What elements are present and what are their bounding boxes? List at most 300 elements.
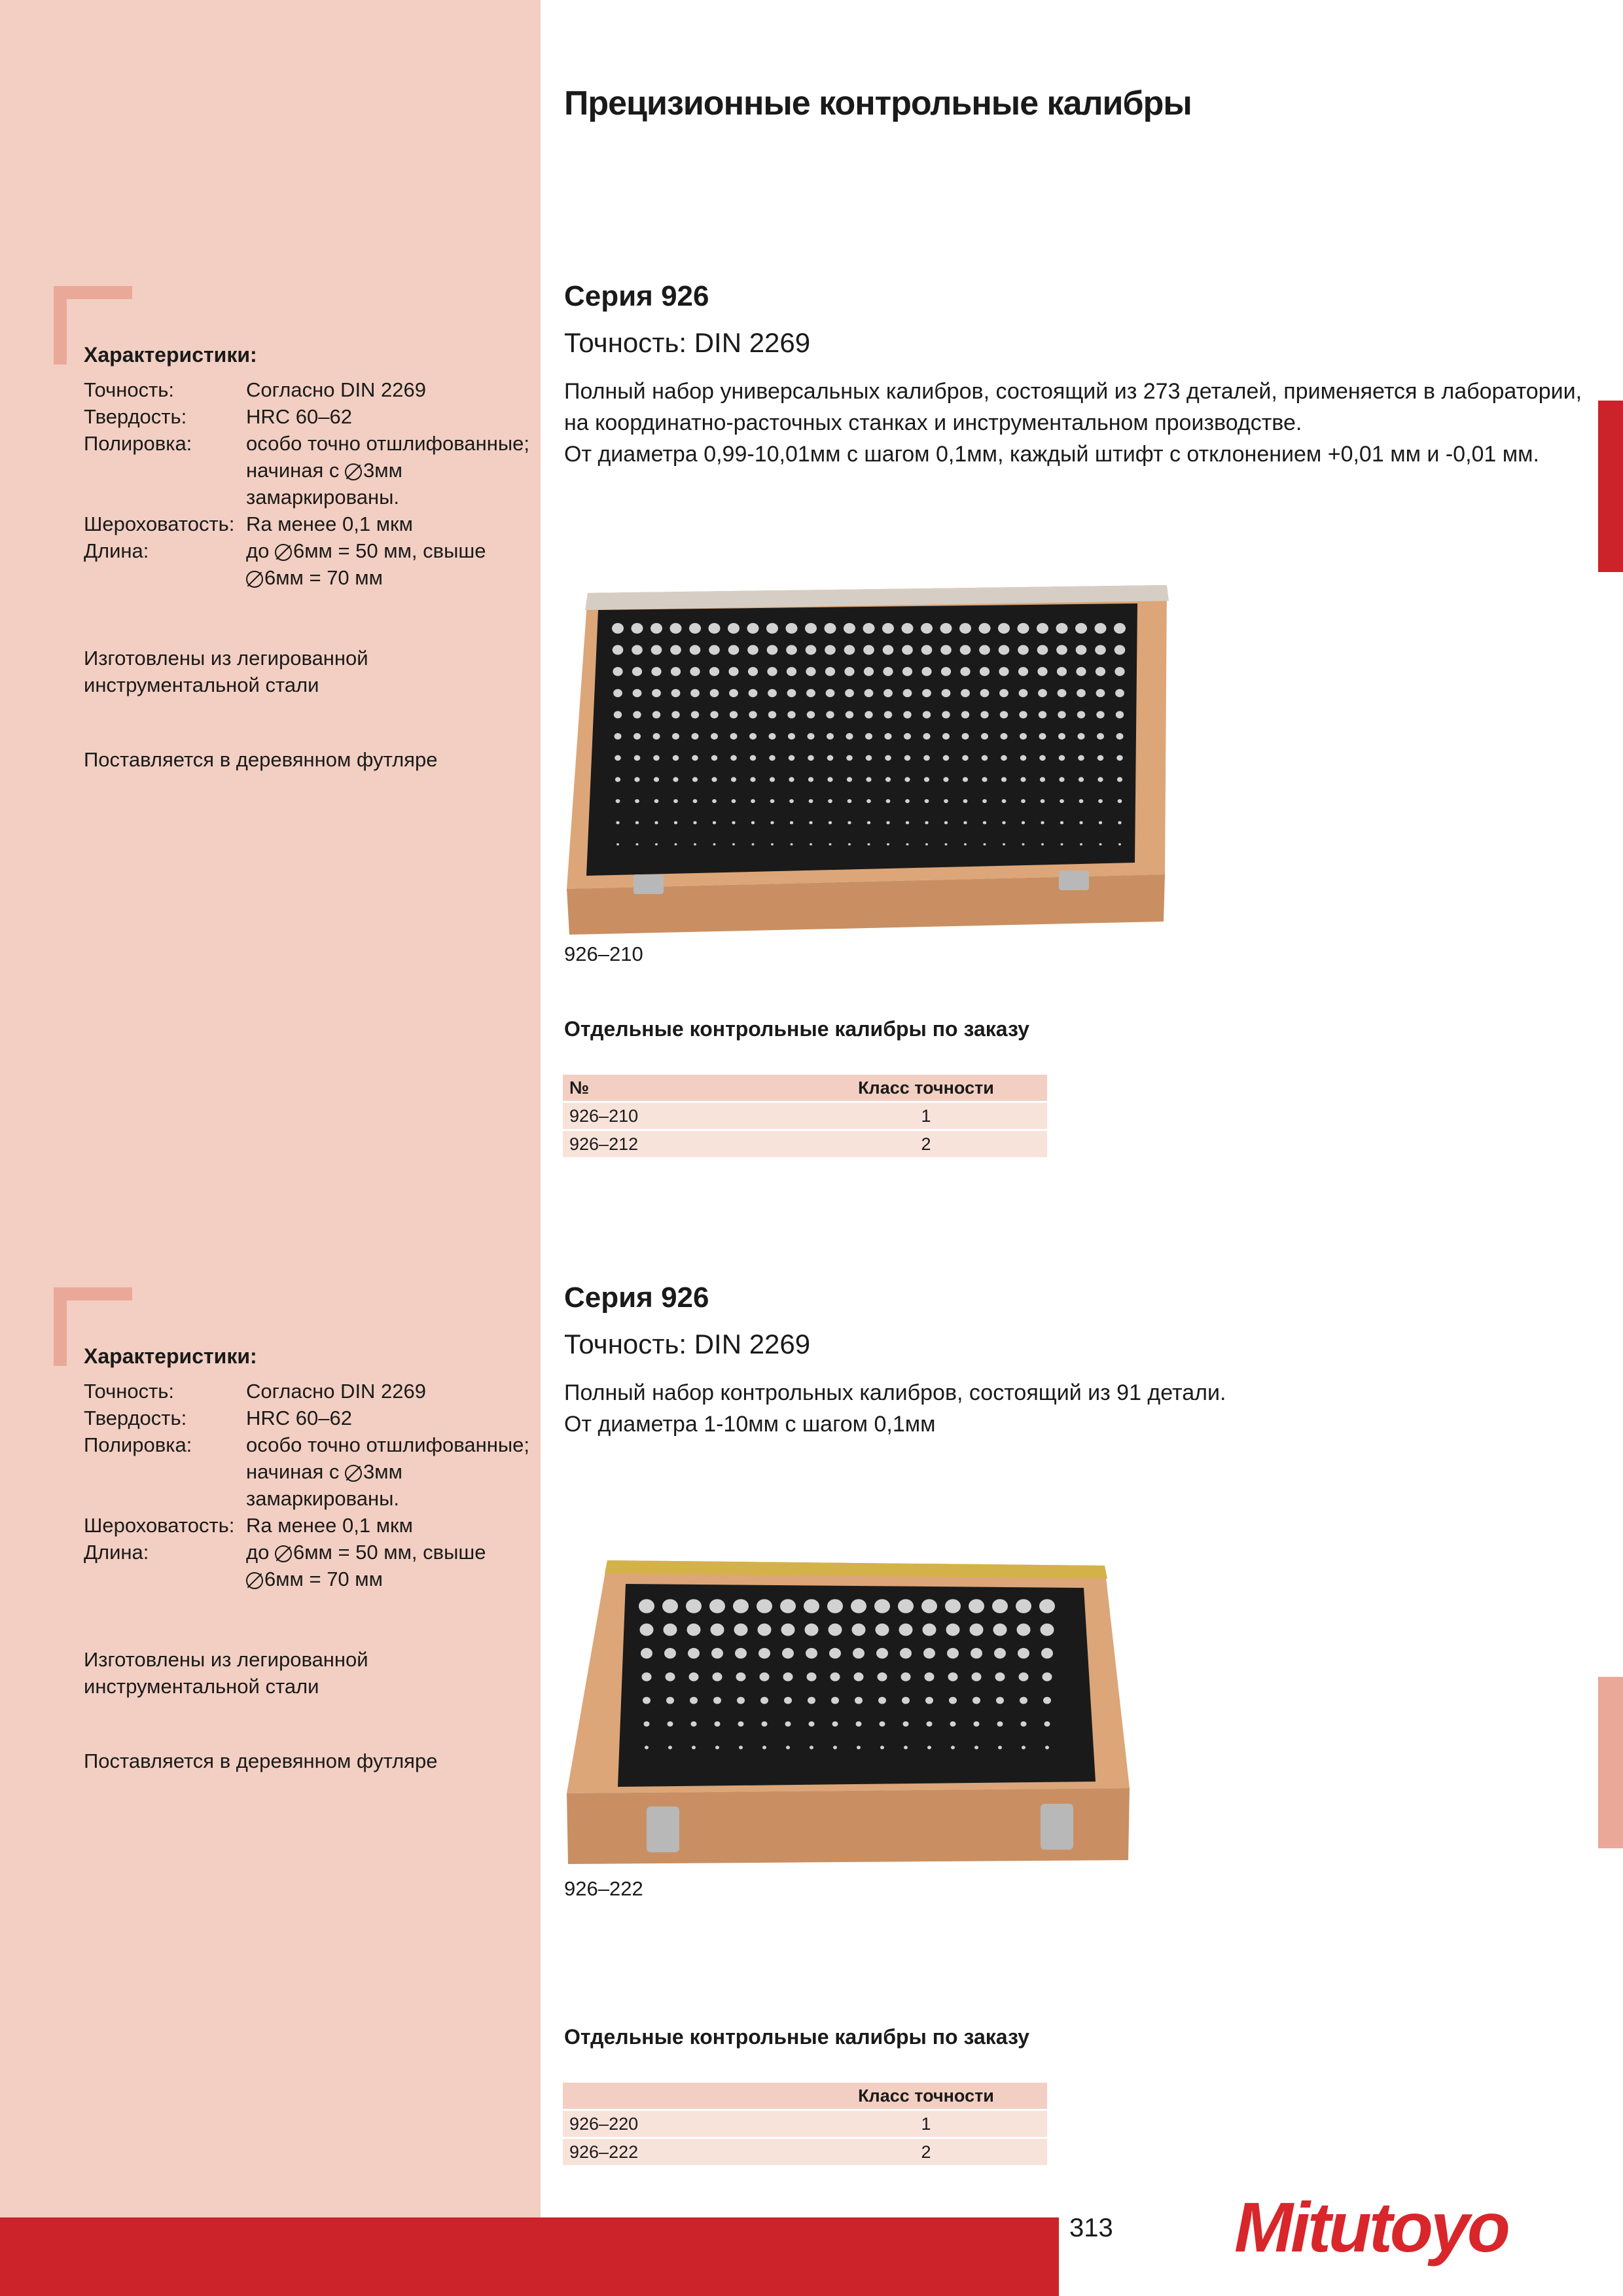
gauge-pin bbox=[1098, 799, 1103, 803]
gauge-pin bbox=[666, 1697, 674, 1704]
gauge-pin bbox=[844, 623, 855, 634]
photo-caption: 926–222 bbox=[564, 1877, 643, 1900]
gauge-pin bbox=[925, 1697, 933, 1704]
gauge-pin bbox=[880, 1721, 885, 1727]
gauge-pin bbox=[1041, 799, 1045, 803]
case-note: Поставляется в деревянном футляре bbox=[84, 1749, 438, 1772]
material-note bbox=[84, 645, 509, 698]
gauge-pin bbox=[809, 1721, 815, 1727]
gauge-pin bbox=[1037, 623, 1048, 634]
gauge-pin bbox=[902, 667, 912, 676]
diameter-icon bbox=[246, 571, 263, 588]
gauge-pin bbox=[948, 1672, 958, 1681]
gauge-pin bbox=[961, 689, 970, 697]
gauge-pin bbox=[866, 799, 871, 803]
gauge-pin bbox=[715, 1746, 719, 1749]
gauge-pin bbox=[906, 843, 909, 846]
gauge-pin bbox=[1060, 821, 1063, 825]
gauge-pin bbox=[1078, 733, 1085, 740]
note-line: инструментальной стали bbox=[84, 673, 319, 696]
gauge-pin bbox=[1058, 711, 1065, 718]
gauge-pin bbox=[1079, 799, 1084, 803]
gauge-pin bbox=[1079, 777, 1084, 781]
cell-no: 926–210 bbox=[563, 1102, 805, 1130]
col-header-class: Класс точности bbox=[805, 2083, 1047, 2110]
spec-value-line: 3мм bbox=[363, 459, 402, 482]
gauge-pin bbox=[614, 711, 622, 718]
gauge-pin bbox=[1058, 733, 1065, 740]
gauge-pin bbox=[643, 1697, 651, 1704]
gauge-pin bbox=[949, 1697, 957, 1704]
gauge-pin bbox=[639, 1599, 654, 1613]
gauge-pin bbox=[767, 667, 777, 676]
spec-value-line: 3мм bbox=[363, 1460, 402, 1483]
gauge-pin bbox=[992, 1599, 1008, 1613]
gauge-pin bbox=[713, 1672, 722, 1681]
gauge-pin bbox=[874, 1599, 890, 1613]
gauge-pin bbox=[709, 667, 719, 676]
gauge-pin bbox=[1021, 1721, 1027, 1727]
gauge-pin bbox=[613, 645, 624, 655]
description-line: От диаметра 1-10мм с шагом 0,1мм bbox=[564, 1412, 936, 1437]
note-line: инструментальной стали bbox=[84, 1675, 319, 1698]
gauge-pin bbox=[946, 1624, 960, 1636]
gauge-pin bbox=[781, 1624, 795, 1636]
gauge-pin bbox=[784, 1697, 792, 1704]
gauge-pin bbox=[709, 623, 721, 634]
gauge-pin bbox=[1039, 755, 1046, 761]
gauge-pin bbox=[997, 1721, 1003, 1727]
gauge-pin bbox=[1061, 843, 1063, 846]
gauge-pin bbox=[825, 645, 836, 655]
gauge-pin bbox=[762, 1721, 768, 1727]
gauge-pin bbox=[998, 623, 1010, 634]
gauge-pin bbox=[737, 1697, 745, 1704]
gauge-pin bbox=[690, 1697, 698, 1704]
gauge-pin bbox=[923, 1624, 936, 1636]
gauge-pin bbox=[783, 1672, 793, 1681]
gauge-pin bbox=[833, 1746, 837, 1749]
gauge-pin bbox=[1097, 733, 1104, 740]
gauge-pin bbox=[963, 777, 968, 781]
gauge-pin bbox=[806, 667, 815, 676]
order-heading: Отдельные контрольные калибры по заказу bbox=[564, 1017, 1029, 1041]
gauge-pin bbox=[671, 667, 681, 676]
gauge-pin bbox=[847, 799, 852, 803]
gauge-pin bbox=[664, 1648, 676, 1659]
gauge-pin bbox=[1096, 689, 1105, 697]
gauge-pin bbox=[951, 1746, 955, 1749]
gauge-pin bbox=[846, 755, 853, 761]
gauge-pin bbox=[786, 1746, 790, 1749]
gauge-pin bbox=[1043, 1697, 1051, 1704]
gauge-pin bbox=[758, 1624, 772, 1636]
gauge-pin bbox=[689, 1672, 699, 1681]
gauge-pin bbox=[790, 821, 793, 825]
gauge-pin bbox=[925, 1672, 935, 1681]
gauge-pin bbox=[829, 1648, 841, 1659]
gauge-pin bbox=[1020, 777, 1026, 781]
gauge-pin bbox=[906, 821, 909, 825]
diameter-icon bbox=[345, 1465, 362, 1482]
gauge-pin bbox=[827, 755, 834, 761]
gauge-pin bbox=[1077, 689, 1086, 697]
diameter-icon bbox=[275, 544, 292, 561]
gauge-pin bbox=[787, 711, 795, 718]
gauge-pin bbox=[980, 711, 988, 718]
gauge-pin bbox=[674, 821, 677, 825]
gauge-pin bbox=[645, 1746, 649, 1749]
gauge-pin bbox=[788, 733, 795, 740]
gauge-pin bbox=[750, 755, 757, 761]
gauge-pin bbox=[902, 1697, 910, 1704]
gauge-pin bbox=[672, 733, 679, 740]
gauge-pin bbox=[1099, 821, 1102, 825]
gauge-pin bbox=[671, 689, 681, 697]
gauge-pin bbox=[652, 689, 661, 697]
gauge-pin bbox=[1039, 1599, 1055, 1613]
gauge-pin bbox=[864, 667, 874, 676]
gauge-pin bbox=[925, 799, 929, 803]
gauge-pin bbox=[884, 711, 892, 718]
spec-label: Шероховатость: bbox=[84, 512, 235, 535]
gauge-pin bbox=[1041, 821, 1044, 825]
gauge-pin bbox=[730, 711, 738, 718]
gauge-pin bbox=[692, 733, 699, 740]
gauge-pin bbox=[713, 843, 716, 846]
gauge-pin bbox=[1075, 623, 1087, 634]
gauge-pin bbox=[789, 777, 794, 781]
gauge-pin bbox=[1022, 843, 1025, 846]
spec-label: Полировка: bbox=[84, 1433, 192, 1456]
photo-caption: 926–210 bbox=[564, 942, 643, 965]
gauge-pin bbox=[715, 1721, 721, 1727]
gauge-pin bbox=[865, 689, 874, 697]
gauge-pin bbox=[728, 645, 740, 655]
gauge-pin bbox=[886, 821, 889, 825]
spec-value-line: начиная с bbox=[246, 459, 340, 482]
spec-value-line: замаркированы. bbox=[246, 1487, 399, 1510]
spec-value-line: особо точно отшлифованные; bbox=[246, 432, 529, 455]
gauge-pin bbox=[733, 1599, 749, 1613]
gauge-pin bbox=[1019, 711, 1027, 718]
gauge-pin bbox=[1057, 667, 1067, 676]
gauge-pin bbox=[633, 711, 641, 718]
gauge-pin bbox=[982, 777, 987, 781]
gauge-pin bbox=[805, 1624, 819, 1636]
gauge-pin bbox=[789, 755, 795, 761]
gauge-pin bbox=[808, 733, 815, 740]
gauge-pin bbox=[830, 1672, 840, 1681]
gauge-pin bbox=[747, 623, 759, 634]
gauge-pin bbox=[673, 799, 678, 803]
gauge-pin bbox=[1039, 733, 1046, 740]
gauge-pin bbox=[940, 645, 952, 655]
diameter-icon bbox=[246, 1572, 263, 1589]
gauge-pin bbox=[748, 667, 758, 676]
diameter-icon bbox=[345, 463, 362, 480]
series-accuracy: Точность: DIN 2269 bbox=[564, 327, 811, 358]
gauge-pin bbox=[1059, 777, 1064, 781]
gauge-pin bbox=[613, 667, 622, 676]
latch-icon bbox=[647, 1806, 679, 1852]
gauge-pin bbox=[662, 1599, 678, 1613]
gauge-pin bbox=[807, 711, 815, 718]
gauge-pin bbox=[880, 1746, 884, 1749]
gauge-pin bbox=[769, 733, 776, 740]
gauge-pin bbox=[963, 799, 968, 803]
gauge-pin bbox=[994, 1648, 1006, 1659]
gauge-pin bbox=[807, 1672, 817, 1681]
note-line: Изготовлены из легированной bbox=[84, 647, 368, 670]
gauge-pin bbox=[752, 843, 755, 846]
gauge-pin bbox=[999, 667, 1008, 676]
gauge-pin bbox=[974, 1721, 980, 1727]
gauge-pin bbox=[1076, 667, 1086, 676]
spec-value: Согласно DIN 2269 bbox=[246, 378, 427, 401]
spec-value-line: 6мм = 50 мм, свыше bbox=[293, 1541, 486, 1564]
gauge-pin bbox=[1018, 645, 1029, 655]
gauge-pin bbox=[1056, 623, 1068, 634]
gauge-pin bbox=[1097, 777, 1103, 781]
series-description bbox=[564, 376, 1585, 470]
gauge-pin bbox=[809, 821, 812, 825]
gauge-pin bbox=[848, 843, 851, 846]
gauge-pin bbox=[943, 755, 950, 761]
gauge-pin bbox=[767, 645, 778, 655]
gauge-pin bbox=[847, 777, 852, 781]
series-accuracy: Точность: DIN 2269 bbox=[564, 1329, 811, 1359]
gauge-pin bbox=[762, 1746, 766, 1749]
gauge-pin bbox=[666, 1672, 675, 1681]
gauge-pin bbox=[863, 623, 875, 634]
gauge-pin bbox=[670, 623, 682, 634]
gauge-pin bbox=[750, 777, 755, 781]
gauge-pin bbox=[809, 799, 813, 803]
col-header-no: № bbox=[563, 1075, 805, 1102]
gauge-pin bbox=[1020, 755, 1027, 761]
gauge-pin bbox=[711, 777, 717, 781]
gauge-pin bbox=[996, 1697, 1004, 1704]
gauge-pin bbox=[863, 645, 874, 655]
gauge-pin bbox=[883, 645, 894, 655]
gauge-pin bbox=[791, 843, 793, 846]
gauge-pin bbox=[1096, 711, 1104, 718]
spec-value bbox=[246, 1539, 535, 1592]
gauge-pin bbox=[960, 645, 971, 655]
gauge-pin bbox=[632, 623, 643, 634]
gauge-pin bbox=[904, 1746, 908, 1749]
cell-no: 926–212 bbox=[563, 1130, 805, 1158]
gauge-pin bbox=[692, 1746, 696, 1749]
gauge-pin bbox=[943, 777, 948, 781]
gauge-pin bbox=[711, 755, 718, 761]
gauge-pin bbox=[865, 733, 872, 740]
gauge-pin bbox=[999, 645, 1010, 655]
gauge-pin bbox=[972, 1672, 982, 1681]
brand-logo: Mitutoyo bbox=[1234, 2187, 1508, 2267]
gauge-pin bbox=[832, 1721, 838, 1727]
gauge-pin bbox=[925, 843, 928, 846]
gauge-pin bbox=[925, 821, 928, 825]
gauge-pin bbox=[654, 799, 659, 803]
gauge-pin bbox=[856, 1721, 862, 1727]
gauge-pin bbox=[923, 733, 931, 740]
gauge-pin bbox=[984, 843, 986, 846]
table-row bbox=[563, 2110, 1047, 2138]
gauge-pin bbox=[787, 689, 796, 697]
gauge-pin bbox=[615, 755, 621, 761]
table-row bbox=[563, 1130, 1047, 1158]
gauge-pin bbox=[876, 1624, 889, 1636]
note-line: Изготовлены из легированной bbox=[84, 1648, 368, 1671]
spec-value bbox=[246, 1431, 535, 1512]
gauge-pin bbox=[1118, 799, 1122, 803]
gauge-pin bbox=[760, 1697, 768, 1704]
gauge-pin bbox=[1001, 733, 1008, 740]
gauge-pin bbox=[999, 689, 1008, 697]
gauge-pin bbox=[1022, 821, 1025, 825]
gauge-pin bbox=[1078, 755, 1084, 761]
gauge-pin bbox=[1019, 1672, 1029, 1681]
gauge-pin bbox=[768, 711, 776, 718]
gauge-pin bbox=[633, 733, 641, 740]
gauge-pin bbox=[810, 843, 812, 846]
gauge-pin bbox=[1001, 755, 1007, 761]
gauge-pin bbox=[921, 667, 931, 676]
gauge-pin bbox=[921, 645, 933, 655]
gauge-pin bbox=[751, 799, 755, 803]
gauge-pin bbox=[1039, 711, 1046, 718]
gauge-pin bbox=[883, 689, 893, 697]
gauge-pin bbox=[846, 711, 853, 718]
gauge-pin bbox=[732, 843, 735, 846]
gauge-pin bbox=[927, 1721, 933, 1727]
gauge-pin bbox=[730, 733, 738, 740]
gauge-pin bbox=[687, 1624, 701, 1636]
gauge-pin bbox=[972, 1697, 980, 1704]
gauge-pin bbox=[971, 1648, 982, 1659]
gauge-pin bbox=[886, 799, 891, 803]
gauge-pin bbox=[731, 777, 736, 781]
gauge-pin bbox=[899, 1624, 913, 1636]
gauge-pin bbox=[904, 777, 910, 781]
gauge-pin bbox=[616, 821, 619, 825]
gauge-pin bbox=[960, 667, 970, 676]
gauge-pin bbox=[635, 821, 639, 825]
gauge-pin bbox=[770, 799, 775, 803]
gauge-pin bbox=[686, 1599, 702, 1613]
gauge-pin bbox=[1018, 667, 1028, 676]
latch-icon bbox=[1059, 870, 1089, 890]
gauge-pin bbox=[945, 1599, 961, 1613]
gauge-pin bbox=[829, 843, 832, 846]
spec-value: Согласно DIN 2269 bbox=[246, 1380, 427, 1403]
gauge-pin bbox=[963, 821, 967, 825]
gauge-pin bbox=[670, 645, 681, 655]
gauge-pin bbox=[739, 1746, 743, 1749]
gauge-pin bbox=[747, 645, 758, 655]
gauge-pin bbox=[1115, 667, 1124, 676]
gauge-pin bbox=[941, 667, 951, 676]
gauge-pin bbox=[831, 1697, 839, 1704]
gauge-pin bbox=[616, 799, 620, 803]
gauge-pin bbox=[846, 733, 853, 740]
gauge-pin bbox=[853, 1648, 865, 1659]
gauge-pin bbox=[829, 821, 832, 825]
gauge-pin bbox=[904, 755, 911, 761]
gauge-pin bbox=[768, 689, 777, 697]
gauge-pin bbox=[942, 733, 950, 740]
cell-no: 926–222 bbox=[563, 2138, 805, 2166]
gauge-pin bbox=[885, 777, 891, 781]
gauge-pin bbox=[1114, 623, 1126, 634]
gauge-pin bbox=[810, 1746, 813, 1749]
gauge-pin bbox=[1020, 733, 1027, 740]
gauge-pin bbox=[974, 1746, 978, 1749]
gauge-pin bbox=[1117, 777, 1122, 781]
material-note bbox=[84, 1646, 509, 1700]
spec-label: Твердость: bbox=[84, 405, 187, 428]
gauge-pin bbox=[1116, 711, 1124, 718]
gauge-pin bbox=[902, 645, 913, 655]
gauge-pin bbox=[1000, 711, 1008, 718]
gauge-pin bbox=[885, 733, 892, 740]
gauge-pin bbox=[653, 755, 660, 761]
gauge-pin bbox=[998, 1746, 1002, 1749]
cell-class: 1 bbox=[805, 1102, 1047, 1130]
gauge-pin bbox=[905, 799, 910, 803]
spec-label: Точность: bbox=[84, 1380, 175, 1403]
gauge-pin bbox=[1037, 667, 1047, 676]
gauge-pin bbox=[947, 1648, 959, 1659]
spec-label: Твердость: bbox=[84, 1407, 187, 1429]
gauge-pin bbox=[808, 1697, 815, 1704]
spec-label: Длина: bbox=[84, 539, 149, 562]
gauge-pin bbox=[1095, 623, 1107, 634]
order-heading: Отдельные контрольные калибры по заказу bbox=[564, 2025, 1029, 2049]
series-description bbox=[564, 1377, 1585, 1440]
gauge-pin bbox=[789, 799, 794, 803]
gauge-pin bbox=[1016, 1599, 1031, 1613]
gauge-pin bbox=[805, 623, 817, 634]
gauge-pin bbox=[693, 799, 698, 803]
case-note: Поставляется в деревянном футляре bbox=[84, 748, 438, 771]
gauge-pin bbox=[961, 711, 969, 718]
gauge-pin bbox=[690, 645, 701, 655]
gauge-pin bbox=[1017, 1624, 1031, 1636]
gauge-pin bbox=[782, 1648, 794, 1659]
spec-value-line: до bbox=[246, 539, 270, 562]
gauge-pin bbox=[826, 711, 834, 718]
gauge-pin bbox=[757, 1599, 772, 1613]
gauge-pin bbox=[1115, 645, 1126, 655]
gauge-pin bbox=[1095, 645, 1106, 655]
gauge-pin bbox=[829, 1624, 842, 1636]
gauge-pin bbox=[980, 667, 990, 676]
spec-value: HRC 60–62 bbox=[246, 1407, 352, 1429]
gauge-pin bbox=[691, 1721, 697, 1727]
gauge-pin bbox=[1118, 843, 1121, 846]
gauge-pin bbox=[1096, 667, 1105, 676]
gauge-pin bbox=[736, 1672, 746, 1681]
gauge-pin bbox=[692, 755, 698, 761]
gauge-pin bbox=[673, 755, 679, 761]
gauge-pin bbox=[786, 623, 798, 634]
gauge-pin bbox=[898, 1599, 914, 1613]
gauge-pin bbox=[654, 777, 659, 781]
gauge-pin bbox=[1076, 645, 1087, 655]
